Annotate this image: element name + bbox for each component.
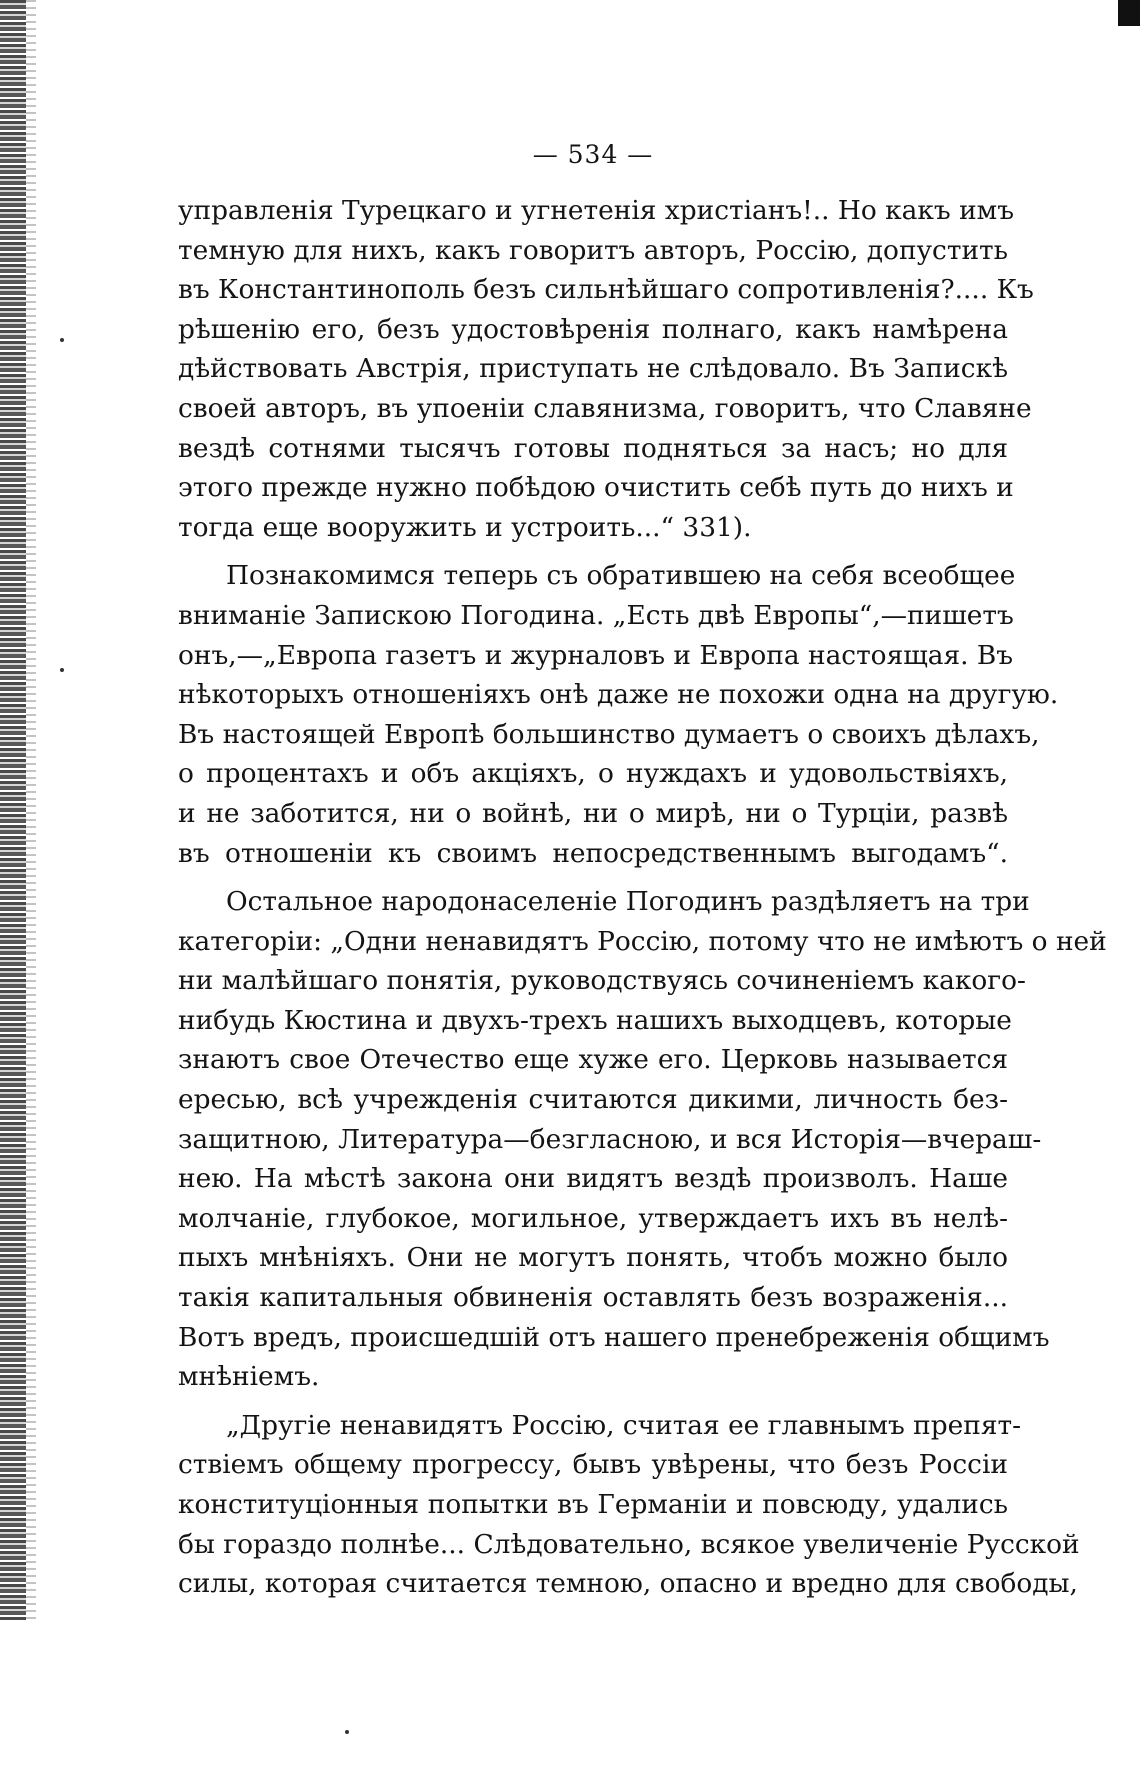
text-line: и не заботится, ни о войнѣ, ни о мирѣ, ни о Турціи, развѣ [178, 797, 1008, 829]
scan-binding-shadow [26, 0, 36, 1620]
scan-speck [60, 668, 64, 672]
text-line: бы гораздо полнѣе... Слѣдовательно, всякое увеличеніе Русской [178, 1528, 1080, 1560]
text-line: рѣшенію его, безъ удостовѣренія полнаго, какъ намѣрена [178, 313, 1008, 345]
text-line: мнѣніемъ. [178, 1361, 320, 1393]
text-line: своей авторъ, въ упоеніи славянизма, говоритъ, что Славяне [178, 392, 1032, 424]
paragraph [178, 191, 1034, 547]
text-line: въ Константинополь безъ сильнѣйшаго сопротивленія?.... Къ [178, 274, 1034, 306]
text-line: ни малѣйшаго понятія, руководствуясь сочиненіемъ какого- [178, 965, 1026, 997]
text-line: управленія Турецкаго и угнетенія христіанъ!.. Но какъ имъ [178, 195, 1014, 226]
scan-speck [60, 338, 64, 342]
scan-corner-mark [1118, 0, 1140, 26]
text-line: категоріи: „Одни ненавидятъ Россію, потому что не имѣютъ о ней [178, 925, 1107, 957]
scan-binding-edge [0, 0, 26, 1620]
text-line: пыхъ мнѣніяхъ. Они не могутъ понять, чтобъ можно было [178, 1242, 1008, 1274]
text-line: вниманіе Запискою Погодина. „Есть двѣ Европы“,—пишетъ [178, 599, 1014, 631]
paragraph [178, 882, 1107, 1397]
text-line: конституціонныя попытки въ Германіи и повсюду, удались [178, 1489, 1008, 1520]
text-line: молчаніе, глубокое, могильное, утверждаетъ ихъ въ нелѣ- [178, 1202, 1008, 1234]
paragraph [178, 556, 1059, 873]
text-line: онъ,—„Европа газетъ и журналовъ и Европа настоящая. Въ [178, 639, 1014, 671]
text-line: нею. На мѣстѣ закона они видятъ вездѣ произволъ. Наше [178, 1163, 1008, 1195]
text-line: дѣйствовать Австрія, приступать не слѣдовало. Въ Запискѣ [178, 353, 1008, 385]
scan-speck [345, 1730, 349, 1734]
text-line: вездѣ сотнями тысячъ готовы подняться за насъ; но для [178, 432, 1008, 464]
text-line: защитною, Литература—безгласною, и вся Исторія—вчераш- [178, 1123, 1042, 1155]
text-line: нѣкоторыхъ отношеніяхъ онѣ даже не похожи одна на другую. [178, 679, 1059, 711]
text-line: знаютъ свое Отечество еще хуже его. Церковь называется [178, 1044, 1008, 1076]
text-line: ствіемъ общему прогрессу, бывъ увѣрены, что безъ Россіи [178, 1449, 1008, 1481]
text-line: тогда еще вооружить и устроить...“ 331). [178, 511, 752, 543]
text-line: Въ настоящей Европѣ большинство думаетъ о своихъ дѣлахъ, [178, 718, 1040, 750]
text-line: этого прежде нужно побѣдою очистить себѣ путь до нихъ и [178, 472, 1014, 504]
text-line: темную для нихъ, какъ говоритъ авторъ, Россію, допустить [178, 234, 1008, 266]
text-line: силы, которая считается темною, опасно и вредно для свободы, [178, 1568, 1078, 1600]
text-line: „Другіе ненавидятъ Россію, считая ее главнымъ препят- [226, 1409, 1022, 1441]
text-line: въ отношеніи къ своимъ непосредственнымъ выгодамъ“. [178, 837, 1008, 869]
paragraph [178, 1406, 1080, 1604]
text-line: нибудь Кюстина и двухъ-трехъ нашихъ выходцевъ, которые [178, 1004, 1012, 1036]
text-line: такія капитальныя обвиненія оставлять безъ возраженія... [178, 1282, 1008, 1314]
book-page [178, 140, 1107, 1604]
text-line: ересью, всѣ учрежденія считаются дикими, личность без- [178, 1084, 1008, 1116]
text-line: Вотъ вредъ, происшедшій отъ нашего пренебреженія общимъ [178, 1321, 1050, 1353]
text-line: о процентахъ и объ акціяхъ, о нуждахъ и удовольствіяхъ, [178, 758, 1008, 790]
text-line: Познакомимся теперь съ обратившею на себя всеобщее [226, 560, 1016, 592]
page-number: — 534 — [532, 140, 654, 169]
text-line: Остальное народонаселеніе Погодинъ раздѣляетъ на три [226, 886, 1030, 918]
